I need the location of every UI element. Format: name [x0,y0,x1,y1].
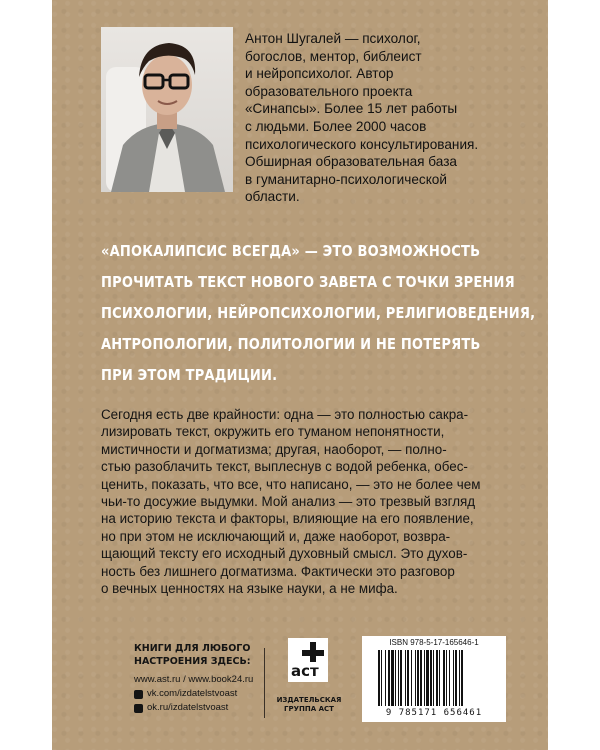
author-bio [245,30,535,206]
bio-line: «Синапсы». Более 15 лет работы [245,101,458,117]
barcode-bar [407,650,409,706]
body-line: на историю текста и факторы, влияющие на его появление, [101,511,474,527]
isbn-label: ISBN 978-5-17-165646-1 [389,638,479,647]
body-line: лизировать текст, окружить его туманом непонятности, [101,424,445,440]
barcode-bar [459,650,460,706]
barcode-bar [415,650,416,706]
headline-line: «АПОКАЛИПСИС ВСЕГДА» — ЭТО ВОЗМОЖНОСТЬ [101,242,481,260]
body-line: ценить, показать, что все, что написано, — это не более чем [101,476,481,492]
bio-line: с людьми. Более 2000 часов [245,118,427,134]
body-line: мистичности и догматизма; другая, наоборот, — полно- [101,441,447,457]
barcode-bar [453,650,454,706]
vk-link[interactable]: vk.com/izdatelstvoast [147,688,238,699]
vk-icon [134,690,143,699]
bio-line: и нейропсихолог. Автор [245,66,394,82]
barcode-bar [420,650,422,706]
tagline-line: КНИГИ ДЛЯ ЛЮБОГО [134,643,251,654]
headline-line: ПСИХОЛОГИИ, НЕЙРОПСИХОЛОГИИ, РЕЛИГИОВЕДЕНИЯ, [101,304,536,322]
publisher-logo [288,638,328,682]
barcode-bar [411,650,412,706]
author-portrait [101,27,233,192]
body-line: ность без лишнего догматизма. Фактически это разговор [101,563,455,579]
barcode-bar [449,650,450,706]
footer-tagline [134,642,251,668]
publisher-name-line: ГРУППА АСТ [284,705,334,713]
tagline-line: НАСТРОЕНИЯ ЗДЕСЬ: [134,656,251,667]
headline-quote [101,236,536,391]
barcode-bar [439,650,440,706]
barcode [376,650,498,706]
publisher-logo-text: аст [291,662,319,680]
publisher-name-line: ИЗДАТЕЛЬСКАЯ [276,696,342,704]
body-line: чьи-то досужие выдумки. Мой анализ — это трезвый взгляд [101,494,476,510]
site-links[interactable]: www.ast.ru / www.book24.ru [134,674,254,685]
site-links-row [134,673,253,687]
barcode-bar [388,650,390,706]
ok-link[interactable]: ok.ru/izdatelstvoast [147,702,229,713]
body-line: но при этом не исключающий и, даже наоборот, возвра- [101,528,451,544]
body-line: стью разоблачить текст, выплеснув с водой ребенка, обес- [101,459,468,475]
author-photo [101,27,233,192]
body-line: Сегодня есть две крайности: одна — это полностью сакра- [101,407,469,422]
barcode-bar [446,650,447,706]
ok-row [134,701,253,715]
back-cover [52,0,548,750]
barcode-bar [395,650,396,706]
barcode-bar [426,650,429,706]
footer-links [134,673,253,715]
barcode-bar [378,650,380,706]
headline-line: АНТРОПОЛОГИИ, ПОЛИТОЛОГИИ И НЕ ПОТЕРЯТЬ [101,335,481,353]
barcode-bar [398,650,399,706]
vk-row [134,687,253,701]
barcode-bar [461,650,463,706]
cover-footer [52,630,548,750]
barcode-bar [417,650,419,706]
barcode-bar [433,650,434,706]
headline-line: ПРИ ЭТОМ ТРАДИЦИИ. [101,366,278,384]
headline-line: ПРОЧИТАТЬ ТЕКСТ НОВОГО ЗАВЕТА С ТОЧКИ ЗРЕНИЯ [101,273,515,291]
body-line: о вечных ценностях на языке науки, а не мифа. [101,581,398,597]
barcode-bar [430,650,432,706]
bio-line: области. [245,189,300,205]
barcode-bar [405,650,406,706]
body-line: щающий тексту его исходный духовный смысл. Это духов- [101,546,468,562]
isbn-barcode-box [362,636,506,722]
bio-line: Обширная образовательная база [245,154,457,170]
publisher-name [274,696,344,714]
ok-icon [134,704,143,713]
bio-line: Антон Шугалей — психолог, [245,31,421,46]
barcode-bar [385,650,386,706]
barcode-bar [424,650,425,706]
barcode-digits: 9 785171 656461 [385,708,483,718]
barcode-bar [436,650,438,706]
barcode-bar [400,650,402,706]
barcode-bar [443,650,445,706]
bio-line: в гуманитарно-психологической [245,171,447,187]
book-description [101,406,541,597]
bio-line: психологического консультирования. [245,136,479,152]
barcode-bar [455,650,457,706]
barcode-bar [381,650,382,706]
bio-line: богослов, ментор, библеист [245,48,422,64]
footer-divider [264,648,265,718]
bio-line: образовательного проекта [245,83,413,99]
barcode-bar [391,650,394,706]
